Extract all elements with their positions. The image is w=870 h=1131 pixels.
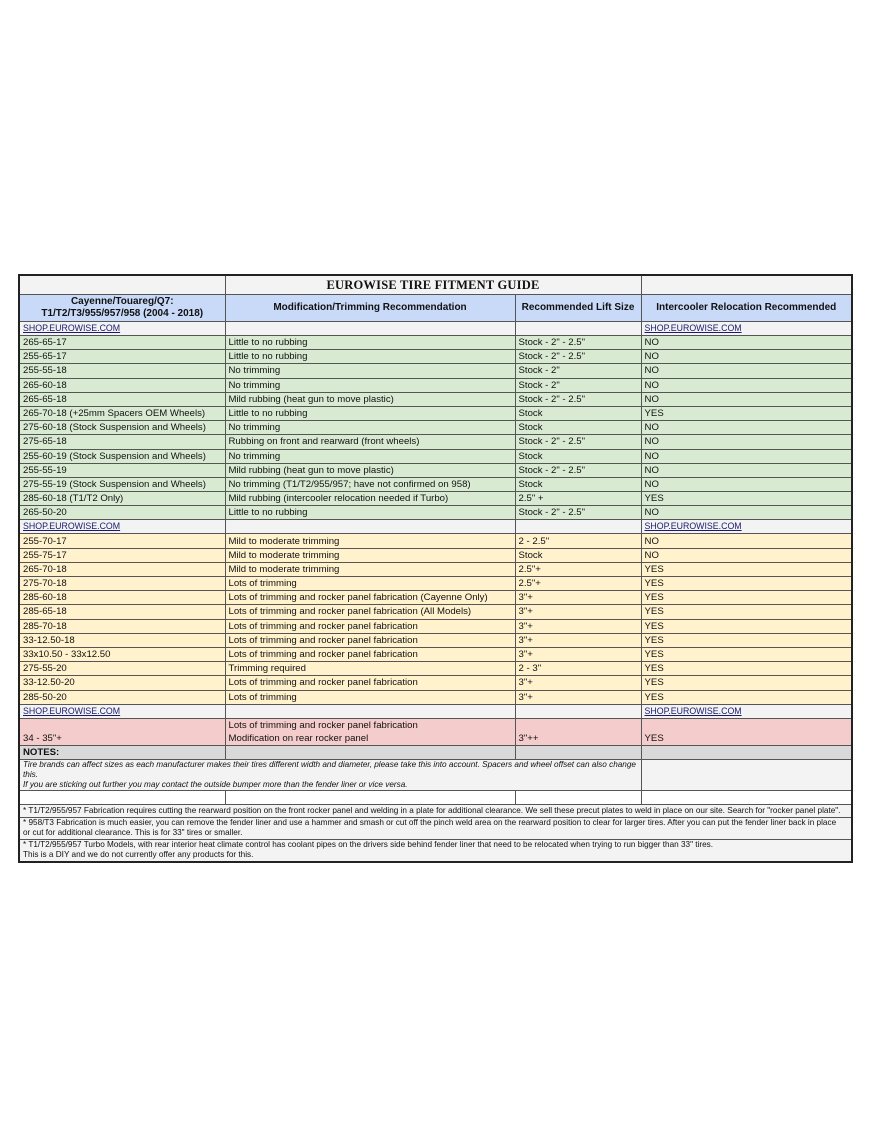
tire-size-cell: 255-60-19 (Stock Suspension and Wheels): [19, 449, 225, 463]
intercooler-cell: NO: [641, 336, 852, 350]
intercooler-cell: YES: [641, 619, 852, 633]
header-vehicle: [19, 295, 225, 322]
lift-size-cell: 2.5" +: [515, 492, 641, 506]
footnote-text: [19, 817, 852, 839]
table-row: [19, 633, 852, 647]
tire-size-cell: 275-70-18: [19, 577, 225, 591]
table-row: [19, 548, 852, 562]
tire-size-cell: 33-12.50-20: [19, 676, 225, 690]
intercooler-cell: YES: [641, 577, 852, 591]
tire-size-cell: 34 - 35"+: [19, 718, 225, 745]
modification-cell: Little to no rubbing: [225, 350, 515, 364]
modification-line: Lots of trimming and rocker panel fabrication: [228, 719, 418, 731]
tire-size-cell: 265-50-20: [19, 506, 225, 520]
blank-cell: [225, 790, 515, 804]
lift-size-cell: 3"+: [515, 591, 641, 605]
lift-size-cell: 3"+: [515, 619, 641, 633]
footnote-row: [19, 804, 852, 817]
blank-cell: [19, 790, 225, 804]
modification-cell: No trimming: [225, 378, 515, 392]
tire-size-cell: 255-55-19: [19, 463, 225, 477]
lift-size-cell: 2.5"+: [515, 562, 641, 576]
shop-link[interactable]: SHOP.EUROWISE.COM: [23, 521, 121, 532]
footnote-text: [19, 839, 852, 862]
tire-size-cell: 265-70-18: [19, 562, 225, 576]
header-row: [19, 295, 852, 322]
intercooler-cell: NO: [641, 364, 852, 378]
header-modification: Modification/Trimming Recommendation: [225, 295, 515, 322]
shop-link-cell: [641, 520, 852, 534]
tire-size-cell: 33x10.50 - 33x12.50: [19, 647, 225, 661]
modification-cell: Lots of trimming and rocker panel fabrication: [225, 676, 515, 690]
footnote-line: This is a DIY and we do not currently offer any products for this.: [23, 850, 254, 860]
tire-size-cell: 265-65-18: [19, 392, 225, 406]
fitment-table: [18, 274, 853, 863]
lift-size-cell: Stock - 2" - 2.5": [515, 463, 641, 477]
modification-cell: Mild rubbing (intercooler relocation needed if Turbo): [225, 492, 515, 506]
table-row: [19, 619, 852, 633]
intercooler-cell: YES: [641, 562, 852, 576]
tire-size-cell: 275-60-18 (Stock Suspension and Wheels): [19, 421, 225, 435]
intercooler-cell: NO: [641, 463, 852, 477]
intercooler-cell: NO: [641, 449, 852, 463]
modification-cell: Lots of trimming: [225, 577, 515, 591]
notes-blank-cell: [225, 745, 515, 759]
shop-link-cell: [225, 322, 515, 336]
intercooler-cell: NO: [641, 534, 852, 548]
tire-size-cell: 255-75-17: [19, 548, 225, 562]
intercooler-cell: YES: [641, 690, 852, 704]
notes-label: NOTES:: [19, 745, 225, 759]
tire-size-cell: 255-55-18: [19, 364, 225, 378]
shop-link-cell: [641, 704, 852, 718]
modification-cell: Little to no rubbing: [225, 406, 515, 420]
table-row: [19, 421, 852, 435]
notes-row: [19, 745, 852, 759]
fitment-guide-sheet: [18, 274, 853, 863]
lift-size-cell: Stock - 2" - 2.5": [515, 506, 641, 520]
intercooler-cell: YES: [641, 633, 852, 647]
blank-row: [19, 790, 852, 804]
tire-size-cell: 33-12.50-18: [19, 633, 225, 647]
lift-size-cell: Stock - 2": [515, 364, 641, 378]
modification-cell: [225, 718, 515, 745]
disclaimer-line: If you are sticking out further you may contact the outside bumper more than the fender liner or vice versa.: [23, 779, 408, 789]
shop-link[interactable]: SHOP.EUROWISE.COM: [644, 521, 742, 532]
table-row: [19, 577, 852, 591]
footnote-line: * 958/T3 Fabrication is much easier, you can remove the fender liner and use a hammer and smash or cut off the pinch weld area on the rearward position to clear for larger tires. After you can put the fender liner back in place: [23, 818, 837, 828]
shop-link-cell: [225, 704, 515, 718]
shop-link-cell: [19, 704, 225, 718]
intercooler-cell: YES: [641, 718, 852, 745]
shop-link-row: [19, 322, 852, 336]
lift-size-cell: Stock - 2" - 2.5": [515, 336, 641, 350]
intercooler-cell: YES: [641, 662, 852, 676]
lift-size-cell: 3"+: [515, 633, 641, 647]
tire-size-cell: 255-70-17: [19, 534, 225, 548]
lift-size-cell: Stock: [515, 548, 641, 562]
modification-cell: Lots of trimming and rocker panel fabrication (Cayenne Only): [225, 591, 515, 605]
modification-cell: Lots of trimming and rocker panel fabrication: [225, 619, 515, 633]
modification-cell: Lots of trimming: [225, 690, 515, 704]
lift-size-cell: 3"++: [515, 718, 641, 745]
table-row: [19, 718, 852, 745]
lift-size-cell: Stock: [515, 421, 641, 435]
intercooler-cell: YES: [641, 492, 852, 506]
intercooler-cell: YES: [641, 676, 852, 690]
tire-size-cell: 275-55-20: [19, 662, 225, 676]
intercooler-cell: YES: [641, 591, 852, 605]
table-row: [19, 477, 852, 491]
footnote-line: or cut for additional clearance. This is for 33" tires or smaller.: [23, 828, 243, 838]
table-row: [19, 662, 852, 676]
footnote-line: * T1/T2/955/957 Turbo Models, with rear interior heat climate control has coolant pipes on the drivers side behind fender liner that need to be relocated when trying to run bigger than 33" tires.: [23, 840, 713, 850]
shop-link-row: [19, 520, 852, 534]
modification-cell: No trimming: [225, 364, 515, 378]
modification-cell: Mild to moderate trimming: [225, 548, 515, 562]
intercooler-cell: NO: [641, 435, 852, 449]
modification-cell: No trimming: [225, 421, 515, 435]
tire-size-cell: 285-70-18: [19, 619, 225, 633]
shop-link-cell: [19, 520, 225, 534]
table-row: [19, 562, 852, 576]
table-row: [19, 591, 852, 605]
lift-size-cell: 3"+: [515, 605, 641, 619]
lift-size-cell: Stock - 2": [515, 378, 641, 392]
header-intercooler: Intercooler Relocation Recommended: [641, 295, 852, 322]
lift-size-cell: Stock: [515, 477, 641, 491]
shop-link-cell: [225, 520, 515, 534]
table-row: [19, 605, 852, 619]
table-row: [19, 676, 852, 690]
disclaimer-line: Tire brands can affect sizes as each manufacturer makes their tires different width and diameter, please take this into account. Spacers and wheel offset can also change this.: [23, 759, 636, 779]
modification-line: Modification on rear rocker panel: [228, 732, 369, 744]
table-row: [19, 506, 852, 520]
tire-size-cell: 265-65-17: [19, 336, 225, 350]
header-vehicle-line: T1/T2/T3/955/957/958 (2004 - 2018): [41, 308, 204, 319]
table-row: [19, 449, 852, 463]
intercooler-cell: NO: [641, 392, 852, 406]
modification-cell: Trimming required: [225, 662, 515, 676]
shop-link[interactable]: SHOP.EUROWISE.COM: [644, 323, 742, 333]
lift-size-cell: 2 - 2.5": [515, 534, 641, 548]
table-row: [19, 690, 852, 704]
modification-cell: Mild rubbing (heat gun to move plastic): [225, 392, 515, 406]
tire-size-cell: 275-65-18: [19, 435, 225, 449]
tire-size-cell: 285-65-18: [19, 605, 225, 619]
disclaimer-text: [19, 759, 641, 790]
intercooler-cell: YES: [641, 605, 852, 619]
shop-link-cell: [515, 704, 641, 718]
modification-cell: Lots of trimming and rocker panel fabrication: [225, 633, 515, 647]
footnote-row: [19, 839, 852, 862]
header-vehicle-line: Cayenne/Touareg/Q7:: [70, 296, 174, 307]
table-row: [19, 364, 852, 378]
lift-size-cell: 3"+: [515, 647, 641, 661]
modification-cell: Little to no rubbing: [225, 506, 515, 520]
intercooler-cell: NO: [641, 350, 852, 364]
lift-size-cell: Stock: [515, 406, 641, 420]
table-row: [19, 647, 852, 661]
tire-size-cell: 285-60-18: [19, 591, 225, 605]
shop-link[interactable]: SHOP.EUROWISE.COM: [23, 323, 121, 333]
intercooler-cell: NO: [641, 548, 852, 562]
intercooler-cell: YES: [641, 406, 852, 420]
table-row: [19, 463, 852, 477]
tire-size-cell: 285-60-18 (T1/T2 Only): [19, 492, 225, 506]
lift-size-cell: 3"+: [515, 676, 641, 690]
tire-size-cell: 265-60-18: [19, 378, 225, 392]
shop-link-cell: [641, 322, 852, 336]
title-blank-cell: [641, 275, 852, 295]
tire-size-cell: 275-55-19 (Stock Suspension and Wheels): [19, 477, 225, 491]
notes-blank-cell: [515, 745, 641, 759]
shop-link-cell: [515, 520, 641, 534]
disclaimer-blank-cell: [641, 759, 852, 790]
table-row: [19, 378, 852, 392]
shop-link-row: [19, 704, 852, 718]
lift-size-cell: 2.5"+: [515, 577, 641, 591]
modification-cell: No trimming: [225, 449, 515, 463]
table-row: [19, 406, 852, 420]
intercooler-cell: YES: [641, 647, 852, 661]
title-blank-cell: [19, 275, 225, 295]
table-row: [19, 435, 852, 449]
tire-size-cell: 255-65-17: [19, 350, 225, 364]
lift-size-cell: Stock - 2" - 2.5": [515, 435, 641, 449]
lift-size-cell: 3"+: [515, 690, 641, 704]
table-row: [19, 492, 852, 506]
modification-cell: Lots of trimming and rocker panel fabrication: [225, 647, 515, 661]
shop-link[interactable]: SHOP.EUROWISE.COM: [644, 705, 742, 716]
table-row: [19, 392, 852, 406]
modification-cell: Lots of trimming and rocker panel fabrication (All Models): [225, 605, 515, 619]
footnote-row: [19, 817, 852, 839]
lift-size-cell: Stock - 2" - 2.5": [515, 350, 641, 364]
modification-cell: Mild to moderate trimming: [225, 562, 515, 576]
lift-size-cell: Stock: [515, 449, 641, 463]
footnote-text: [19, 804, 852, 817]
shop-link[interactable]: SHOP.EUROWISE.COM: [23, 705, 121, 716]
table-row: [19, 534, 852, 548]
intercooler-cell: NO: [641, 378, 852, 392]
shop-link-cell: [515, 322, 641, 336]
footnote-line: * T1/T2/955/957 Fabrication requires cutting the rearward position on the front rocker panel and welding in a plate for additional clearance. We sell these precut plates to weld in place on our site. Search for "rocker panel plate".: [23, 805, 841, 815]
modification-cell: No trimming (T1/T2/955/957; have not confirmed on 958): [225, 477, 515, 491]
lift-size-cell: 2 - 3": [515, 662, 641, 676]
lift-size-cell: Stock - 2" - 2.5": [515, 392, 641, 406]
intercooler-cell: NO: [641, 421, 852, 435]
table-row: [19, 350, 852, 364]
blank-cell: [641, 790, 852, 804]
title-row: [19, 275, 852, 295]
disclaimer-row: [19, 759, 852, 790]
modification-cell: Little to no rubbing: [225, 336, 515, 350]
intercooler-cell: NO: [641, 477, 852, 491]
shop-link-cell: [19, 322, 225, 336]
blank-cell: [515, 790, 641, 804]
notes-blank-cell: [641, 745, 852, 759]
table-row: [19, 336, 852, 350]
modification-cell: Mild rubbing (heat gun to move plastic): [225, 463, 515, 477]
tire-size-cell: 285-50-20: [19, 690, 225, 704]
header-lift: Recommended Lift Size: [515, 295, 641, 322]
modification-cell: Mild to moderate trimming: [225, 534, 515, 548]
modification-cell: Rubbing on front and rearward (front wheels): [225, 435, 515, 449]
tire-size-cell: 265-70-18 (+25mm Spacers OEM Wheels): [19, 406, 225, 420]
page-title: EUROWISE TIRE FITMENT GUIDE: [225, 275, 641, 295]
intercooler-cell: NO: [641, 506, 852, 520]
